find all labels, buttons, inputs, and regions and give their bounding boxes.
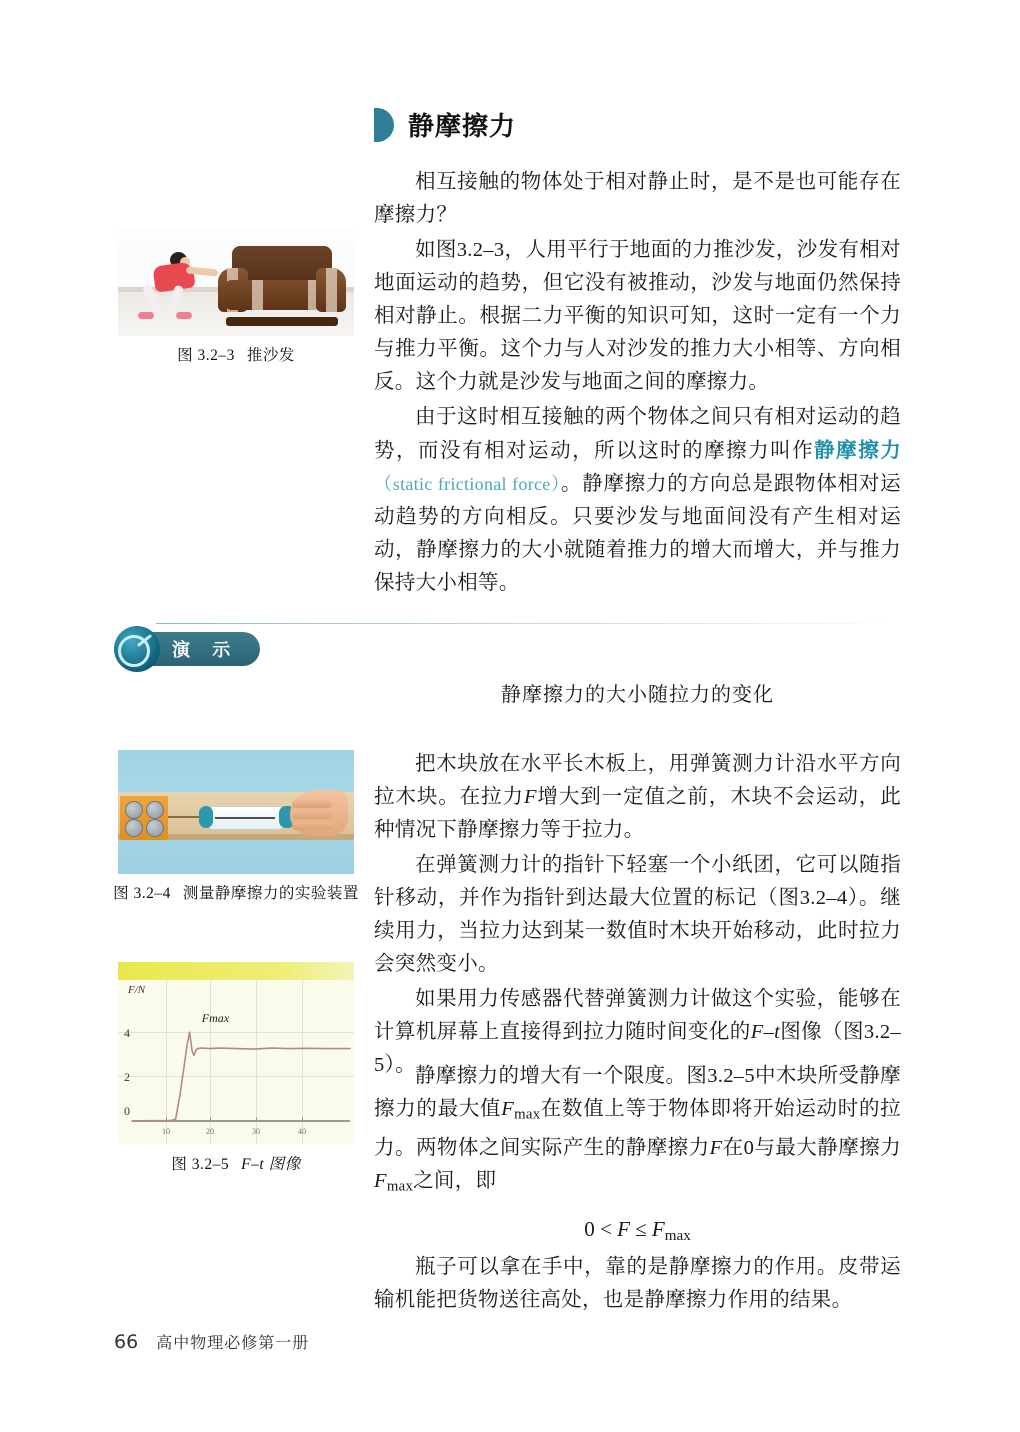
chart-x-tick-10: 10 xyxy=(162,1127,170,1136)
sofa-base xyxy=(226,317,338,326)
hand xyxy=(290,790,348,836)
person-shoe-back xyxy=(138,312,154,319)
section-heading xyxy=(374,106,516,143)
figure-image-experiment xyxy=(118,750,354,874)
person-illustration xyxy=(140,252,218,322)
paragraph-5: 在弹簧测力计的指针下轻塞一个小纸团，它可以随指针移动，并作为指针到达最大位置的标记（图3.2–4）。继续用力，当拉力达到某一数值时木块开始移动，此时拉力会突然变小。 xyxy=(374,854,901,975)
paragraph-4-text-b: 增大到一定值之前，木块不会运动，此种情况下静摩擦力等于拉力。 xyxy=(374,786,901,841)
spring-scale xyxy=(204,806,288,830)
formula-subscript-max: max xyxy=(664,1228,691,1245)
spring-scale-cap-left xyxy=(199,806,213,828)
paragraph-3-text-a: 由于这时相互接触的两个物体之间只有相对运动的趋势，而没有相对运动，所以这时的摩擦力叫作 xyxy=(374,406,901,462)
sofa-arm-right xyxy=(316,268,346,312)
chart-series-line xyxy=(118,980,354,1144)
symbol-F-t: F–t xyxy=(750,1021,781,1043)
chart-x-tick-30: 30 xyxy=(252,1127,260,1136)
figure-number: 图 3.2–4 xyxy=(113,885,171,902)
formula-lhs: 0 < xyxy=(584,1217,612,1242)
symbol-Fmax-subscript: max xyxy=(386,1178,414,1195)
paragraph-6-text-b: 图像（图3.2–5）。 xyxy=(374,1021,901,1076)
symbol-Fmax: F xyxy=(501,1098,515,1120)
section-title: 静摩擦力 xyxy=(408,112,517,142)
figure-caption-3-2-4 xyxy=(108,881,364,903)
paragraph-7-text-a: 静摩擦力的增大有一个限度。图3.2–5中木块所受静摩擦力的最大值 xyxy=(374,1065,901,1120)
formula-friction-range xyxy=(374,1217,901,1245)
figure-image-ft-chart xyxy=(118,962,354,1144)
finger xyxy=(292,811,332,819)
paragraph-7-text-d: 之间，即 xyxy=(413,1169,497,1192)
chart-x-tick-40: 40 xyxy=(298,1127,306,1136)
sofa-illustration xyxy=(218,246,346,320)
chart-y-tick-4: 4 xyxy=(124,1026,130,1040)
figure-caption-text: 测量静摩擦力的实验装置 xyxy=(182,885,359,902)
weight-disc xyxy=(146,819,164,837)
figure-caption-text: F–t 图像 xyxy=(241,1156,301,1173)
paragraph-3-text-b: 。静摩擦力的方向总是跟物体相对运动趋势的方向相反。只要沙发与地面间没有产生相对运动，静摩擦力的大小就随着推力的增大而增大，并与推力保持大小相等。 xyxy=(374,473,901,594)
finger xyxy=(292,822,332,830)
weight-disc xyxy=(125,801,143,819)
paragraph-8: 瓶子可以拿在手中，靠的是静摩擦力的作用。皮带运输机能把货物送往高处，也是静摩擦力作用的结果。 xyxy=(374,1256,901,1312)
demo-subtitle: 静摩擦力的大小随拉力的变化 xyxy=(501,684,774,706)
paragraph-6-text-a: 如果用力传感器代替弹簧测力计做这个实验，能够在计算机屏幕上直接得到拉力随时间变化的 xyxy=(374,988,901,1043)
demo-label-text: 演 示 xyxy=(172,640,239,661)
demo-divider-rule xyxy=(156,623,901,624)
magnifier-icon xyxy=(114,626,160,672)
page-footer xyxy=(114,1330,309,1353)
chart-x-tick-20: 20 xyxy=(206,1127,214,1136)
symbol-Fmax: F xyxy=(374,1169,387,1192)
chart-y-tick-0: 0 xyxy=(124,1104,130,1118)
formula-variable-Fmax: F xyxy=(651,1217,665,1242)
body-text-block-3 xyxy=(374,1060,901,1319)
symbol-F: F xyxy=(523,786,537,808)
body-text-block-1 xyxy=(374,166,901,602)
weight-disc xyxy=(146,801,164,819)
sofa-stripe xyxy=(252,280,263,310)
paragraph-7-text-b: 在数值上等于物体即将开始运动时的拉力。两物体之间实际产生的静摩擦力 xyxy=(374,1098,901,1159)
figure-image-sofa xyxy=(118,228,354,336)
person-shoe-front xyxy=(176,312,192,319)
chart-plot-area xyxy=(118,980,354,1144)
figure-number: 图 3.2–3 xyxy=(177,347,235,364)
spring-scale-pointer xyxy=(215,817,275,819)
body-text-block-2 xyxy=(374,748,901,1084)
page-number: 66 xyxy=(114,1331,139,1353)
symbol-Fmax-subscript: max xyxy=(514,1106,541,1123)
weight-disc xyxy=(125,819,143,837)
symbol-F: F xyxy=(709,1136,723,1159)
paragraph-7-text-c: 在0与最大静摩擦力 xyxy=(722,1136,901,1159)
key-term-english: （static frictional force） xyxy=(374,474,561,494)
figure-caption-3-2-5 xyxy=(118,1152,354,1174)
paragraph-3 xyxy=(374,401,901,600)
paragraph-7 xyxy=(374,1060,901,1203)
formula-variable-F: F xyxy=(617,1217,630,1242)
paragraph-1: 相互接触的物体处于相对静止时，是不是也可能存在摩擦力？ xyxy=(374,171,901,226)
weight-block xyxy=(120,796,168,840)
book-title: 高中物理必修第一册 xyxy=(156,1333,310,1352)
chart-y-axis-label: F/N xyxy=(128,984,146,996)
paragraph-2: 如图3.2–3，人用平行于地面的力推沙发，沙发有相对地面运动的趋势，但它没有被推动，沙发与地面仍然保持相对静止。根据二力平衡的知识可知，这时一定有一个力与推力平衡。这个力与人对沙发的推力大小相等、方向相反。这个力就是沙发与地面之间的摩擦力。 xyxy=(374,239,901,393)
figure-caption-3-2-3 xyxy=(118,343,354,365)
paragraph-4 xyxy=(374,748,901,847)
chart-y-tick-2: 2 xyxy=(124,1070,130,1084)
key-term-static-friction: 静摩擦力 xyxy=(814,438,901,462)
chart-header-band xyxy=(118,962,354,980)
formula-relation: ≤ xyxy=(635,1217,647,1242)
figure-number: 图 3.2–5 xyxy=(171,1156,230,1173)
demo-badge xyxy=(114,626,260,672)
sofa-stripe xyxy=(326,268,337,312)
chart-canvas xyxy=(118,962,354,1144)
finger xyxy=(292,800,332,808)
paragraph-4-text-a: 把木块放在水平长木板上，用弹簧测力计沿水平方向拉木块。在拉力 xyxy=(374,753,901,808)
chart-annotation-fmax: Fmax xyxy=(201,1010,230,1025)
section-marker-icon xyxy=(374,108,394,142)
figure-caption-text: 推沙发 xyxy=(246,347,295,364)
